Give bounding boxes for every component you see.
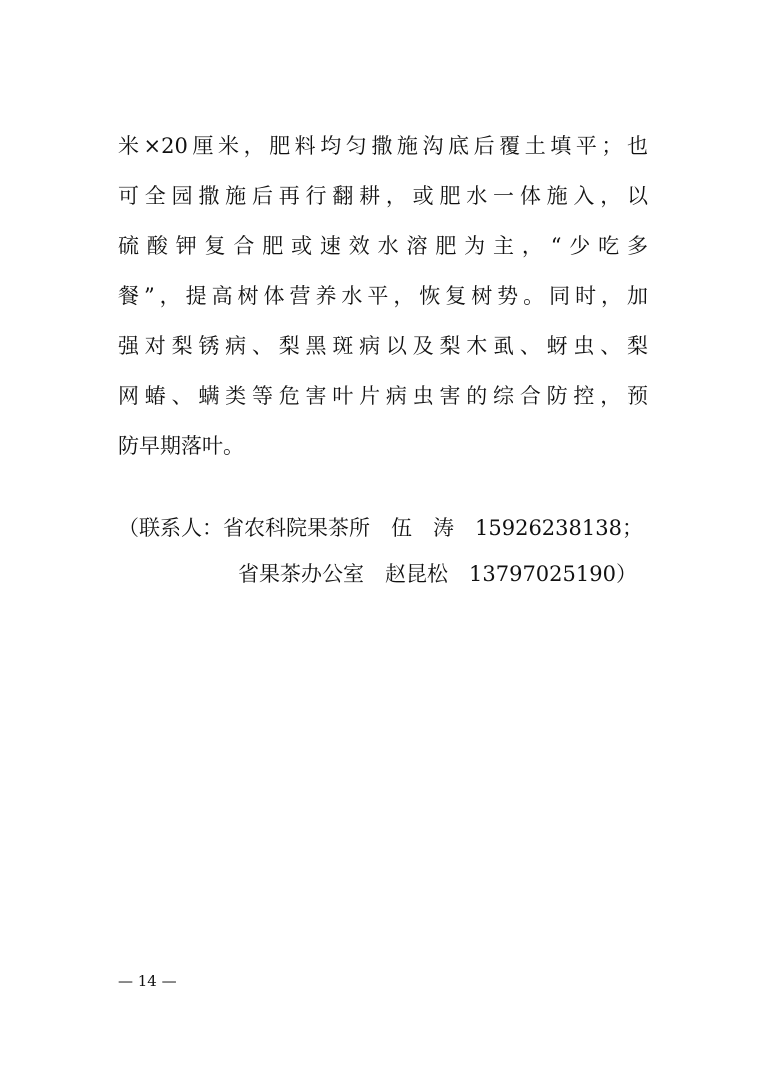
paragraph-line: 可全园撒施后再行翻耕，或肥水一体施入，以	[118, 184, 648, 208]
paragraph-line: 米×20厘米，肥料均匀撒施沟底后覆土填平；也	[118, 134, 648, 158]
page-number: — 14 —	[118, 972, 177, 990]
paragraph-line: 防早期落叶。	[118, 434, 244, 458]
paragraph-line: 硫酸钾复合肥或速效水溶肥为主，“少吃多	[118, 234, 648, 258]
body-paragraph	[118, 126, 648, 476]
contact-line-2: 省果茶办公室 赵昆松 13797025190）	[238, 562, 637, 586]
paragraph-line: 强对梨锈病、梨黑斑病以及梨木虱、蚜虫、梨	[118, 334, 648, 358]
paragraph-line: 餐”，提高树体营养水平，恢复树势。同时，加	[118, 284, 648, 308]
paragraph-line: 网蝽、螨类等危害叶片病虫害的综合防控，预	[118, 384, 648, 408]
contact-line-1: （联系人：省农科院果茶所 伍 涛 15926238138；	[118, 516, 643, 540]
contact-block	[118, 508, 678, 600]
